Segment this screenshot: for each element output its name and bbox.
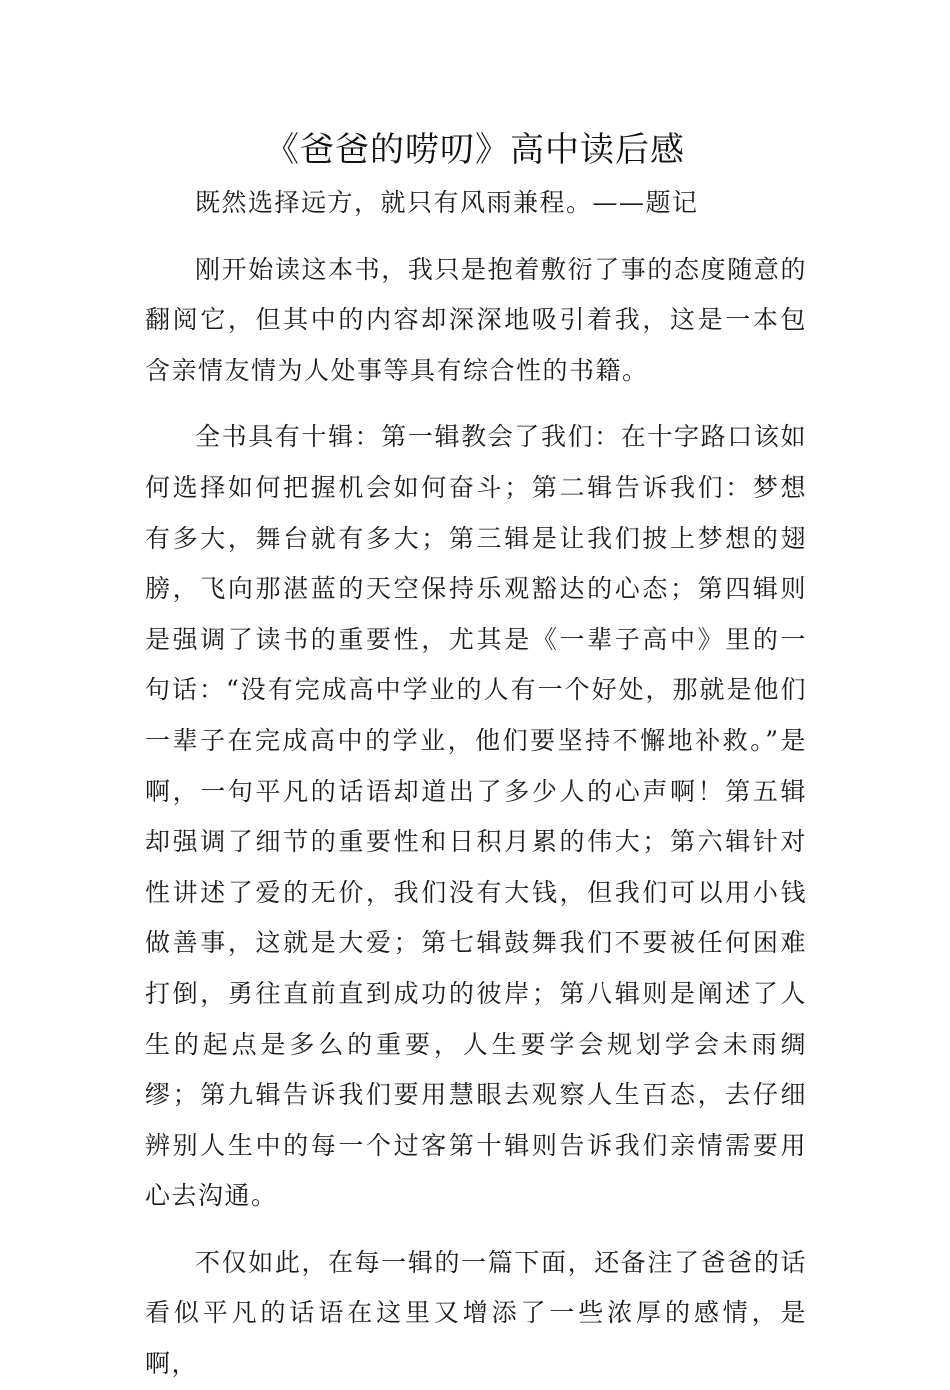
document-title: 《爸爸的唠叨》高中读后感 <box>265 130 685 170</box>
body-paragraph: 全书具有十辑：第一辑教会了我们：在十字路口该如何选择如何把握机会如何奋斗；第二辑告诉我们：梦想有多大，舞台就有多大；第三辑是让我们披上梦想的翅膀，飞向那湛蓝的天空保持乐观豁达的心态；第四辑则是强调了读书的重要性，尤其是《一辈子高中》里的一句话：“没有完成高中学业的人有一个好处，那就是他们一辈子在完成高中的学业，他们要坚持不懈地补救。”是啊，一句平凡的话语却道出了多少人的心声啊！第五辑却强调了细节的重要性和日积月累的伟大；第六辑针对性讲述了爱的无价，我们没有大钱，但我们可以用小钱做善事，这就是大爱；第七辑鼓舞我们不要被任何困难打倒，勇往直前直到成功的彼岸；第八辑则是阐述了人生的起点是多么的重要，人生要学会规划学会未雨绸缪；第九辑告诉我们要用慧眼去观察人生百态，去仔细辨别人生中的每一个过客第十辑则告诉我们亲情需要用心去沟通。 <box>145 422 807 1211</box>
body-paragraph: 刚开始读这本书，我只是抱着敷衍了事的态度随意的翻阅它，但其中的内容却深深地吸引着我，这是一本包含亲情友情为人处事等具有综合性的书籍。 <box>145 254 807 385</box>
body-paragraph: 不仅如此，在每一辑的一篇下面，还备注了爸爸的话看似平凡的话语在这里又增添了一些浓厚的感情，是啊， <box>145 1247 807 1379</box>
epigraph-paragraph: 既然选择远方，就只有风雨兼程。——题记 <box>195 188 699 217</box>
document-body <box>145 178 807 1390</box>
